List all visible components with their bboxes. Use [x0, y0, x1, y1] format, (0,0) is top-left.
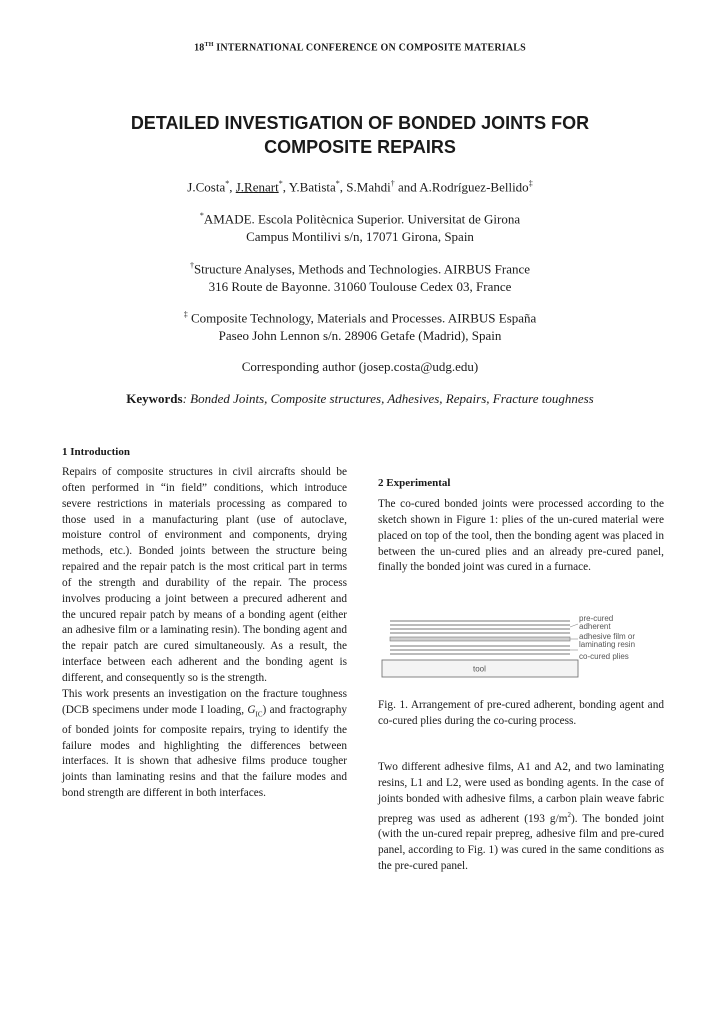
author: S.Mahdi — [346, 179, 391, 195]
figure-label-resin: laminating resin — [579, 640, 636, 649]
affiliation-airbus-france: †Structure Analyses, Methods and Technologies. AIRBUS France 316 Route de Bayonne. 31060 Toulouse Cedex 03, France — [189, 261, 531, 295]
intro-paragraph-2: This work presents an investigation on the fracture toughness (DCB specimens under mode I loading, $G_{IC}$) and fractography of bonded joints for composite repairs, trying to identify the failure modes and highlighting the differences between interfaces. It is shown that adhesive films produce tougher joints than laminating resins and that the failure modes and bond strength are different in both interfaces. — [62, 687, 347, 800]
corresponding-author: Corresponding author (josep.costa@udg.edu) — [241, 359, 479, 374]
cocured-plies-layers — [390, 646, 570, 654]
keywords — [60, 391, 660, 407]
figure-1-caption: Fig. 1. Arrangement of pre-cured adherent, bonding agent and co-cured plies during the co-curing process. — [378, 699, 664, 727]
figure-1-ply-arrangement — [378, 615, 668, 685]
introduction-body — [62, 465, 347, 802]
experimental-paragraph-2: Two different adhesive films, A1 and A2, and two laminating resins, L1 and L2, were used as bonding agents. In the case of joints bonded with adhesive films, a carbon plain weave fabric prepreg was used as adherent (193 $g/m^2$). The bonded joint (with the un-cured repair prepreg, adhesive film and pre-cured panel, according to Fig. 1) was cured in the same conditions as the pre-cured panel. — [378, 761, 664, 872]
figure-label-precured: pre-cured — [579, 615, 614, 623]
author-list: J.Costa*, J.Renart*, Y.Batista*, S.Mahdi† and A.Rodríguez-Bellido‡ — [187, 179, 533, 195]
paper-title — [60, 111, 660, 159]
section-heading-introduction: 1 Introduction — [62, 446, 130, 458]
figure-label-cocured: co-cured plies — [579, 652, 629, 661]
title-line-2: COMPOSITE REPAIRS — [264, 137, 456, 157]
author: A.Rodríguez-Bellido — [419, 179, 529, 195]
author: J.Costa — [187, 179, 226, 195]
experimental-paragraph-1: The co-cured bonded joints were processed according to the sketch shown in Figure 1: plies of the un-cured material were placed on top of the tool, then the bonding agent was placed in between the un-cured plies and an already pre-cured panel, finally the bonded joint was cured in a furnace. — [378, 498, 664, 574]
keywords-label: Keywords — [126, 391, 183, 406]
figure-label-adhesive: adhesive film or — [579, 632, 636, 641]
section-heading-experimental: 2 Experimental — [378, 477, 451, 489]
keywords-list: : Bonded Joints, Composite structures, Adhesives, Repairs, Fracture toughness — [182, 391, 594, 406]
affiliation-amade: *AMADE. Escola Politècnica Superior. Universitat de Girona Campus Montilivi s/n, 17071 Girona, Spain — [199, 211, 521, 245]
figure-label-tool: tool — [473, 664, 486, 674]
running-header: 18TH INTERNATIONAL CONFERENCE ON COMPOSITE MATERIALS — [194, 42, 526, 54]
precured-adherent-layers — [390, 621, 570, 633]
author: Y.Batista — [288, 179, 336, 195]
figure-label-adherent: adherent — [579, 622, 611, 631]
bonding-agent-layer — [390, 637, 570, 641]
intro-paragraph-1: Repairs of composite structures in civil aircrafts should be often performed in “in field” conditions, which introduce severe restrictions in materials processing as compared to those used in a manufacturing plant (use of autoclave, moisture control of environment and components, drying methods, etc.). Bonded joints between the structure being repaired and the repair patch is the most critical part in terms of the strength and durability of the repair. The process involves producing a joint between a precured adherent and the uncured repair patch by means of a bonding agent (either an adhesive film or a laminating resin). The bonding agent and the repair patch are cured simultaneously. As a result, the interface between each adherent and the bonding agent is different, and consequently so is the strength. — [62, 466, 347, 684]
title-line-1: DETAILED INVESTIGATION OF BONDED JOINTS FOR — [130, 113, 590, 133]
affiliation-airbus-espana: ‡ Composite Technology, Materials and Processes. AIRBUS España Paseo John Lennon s/n. 28906 Getafe (Madrid), Spain — [183, 310, 537, 344]
author-presenting: J.Renart — [235, 179, 279, 195]
